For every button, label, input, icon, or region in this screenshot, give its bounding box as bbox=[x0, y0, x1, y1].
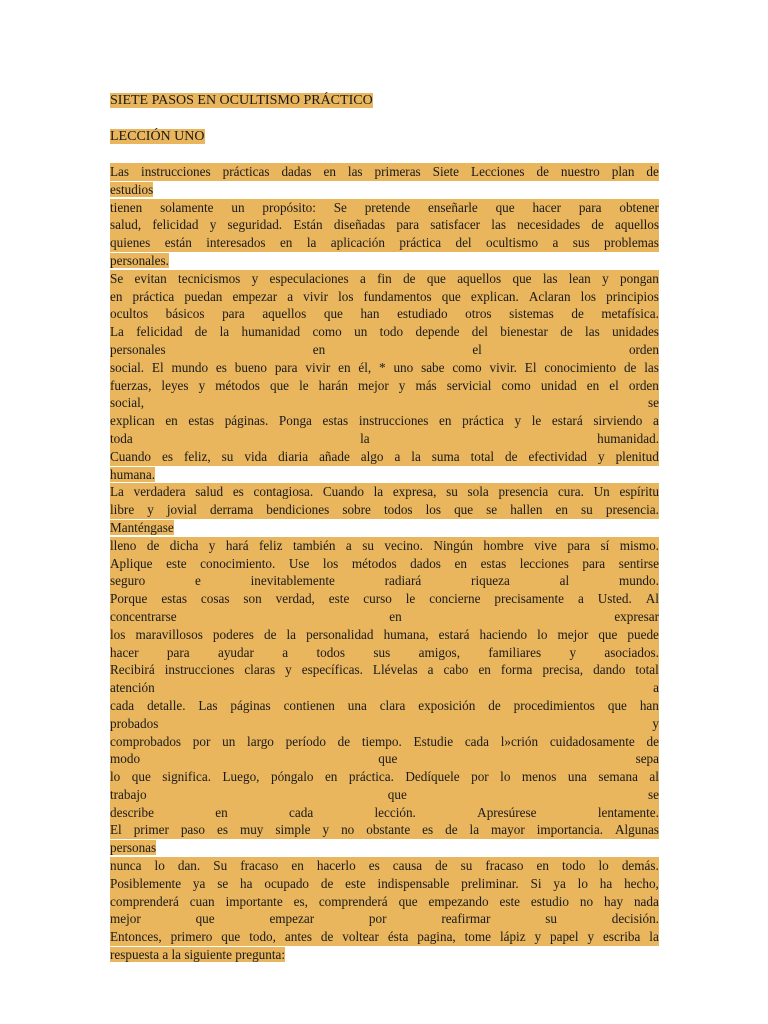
justified-line: hacer para ayudar a todos sus amigos, familiares y asociados. bbox=[110, 644, 659, 660]
line-text: personas bbox=[110, 840, 157, 856]
justified-line: explican en estas páginas. Ponga estas instrucciones en práctica y le estará sirviendo a bbox=[110, 413, 659, 429]
text-line bbox=[110, 341, 659, 359]
text-line bbox=[110, 590, 659, 608]
justified-line: Entonces, primero que todo, antes de voltear ésta pagina, tome lápiz y papel y escriba la bbox=[110, 929, 659, 945]
text-line bbox=[110, 786, 659, 804]
text-line bbox=[110, 644, 659, 662]
document-title-text: SIETE PASOS EN OCULTISMO PRÁCTICO bbox=[110, 93, 373, 108]
text-line bbox=[110, 305, 659, 323]
justified-line: Posiblemente ya se ha ocupado de este indispensable preliminar. Si ya lo ha hecho, bbox=[110, 875, 659, 891]
line-text: estudios bbox=[110, 181, 154, 197]
text-line bbox=[110, 857, 659, 875]
justified-line: mejor que empezar por reafirmar su decisión. bbox=[110, 911, 659, 927]
text-line bbox=[110, 199, 659, 217]
justified-line: los maravillosos poderes de la personalidad humana, estará haciendo lo mejor que puede bbox=[110, 626, 659, 642]
text-line bbox=[110, 377, 659, 395]
document-body bbox=[110, 163, 659, 964]
justified-line: La verdadera salud es contagiosa. Cuando la expresa, su sola presencia cura. Un espíritu bbox=[110, 484, 659, 500]
text-line bbox=[110, 893, 659, 911]
text-line bbox=[110, 323, 659, 341]
justified-line: nunca lo dan. Su fracaso en hacerlo es causa de su fracaso en todo lo demás. bbox=[110, 858, 659, 874]
text-line bbox=[110, 875, 659, 893]
justified-line: Porque estas cosas son verdad, este curso le concierne precisamente a Usted. Al bbox=[110, 591, 659, 607]
text-line bbox=[110, 928, 659, 946]
lesson-heading-text: LECCIÓN UNO bbox=[110, 129, 205, 144]
lesson-heading bbox=[110, 128, 205, 145]
justified-line: salud, felicidad y seguridad. Están diseñadas para satisfacer las necesidades de aquellos bbox=[110, 217, 659, 233]
text-line bbox=[110, 946, 659, 964]
justified-line: Las instrucciones prácticas dadas en las primeras Siete Lecciones de nuestro plan de bbox=[110, 164, 659, 179]
justified-line: social, se bbox=[110, 395, 659, 411]
text-line bbox=[110, 483, 659, 501]
text-line bbox=[110, 537, 659, 555]
justified-line: personales en el orden bbox=[110, 341, 659, 357]
line-text: respuesta a la siguiente pregunta: bbox=[110, 947, 286, 963]
text-line bbox=[110, 252, 659, 270]
text-line bbox=[110, 608, 659, 626]
text-line bbox=[110, 768, 659, 786]
justified-line: describe en cada lección. Apresúrese lentamente. bbox=[110, 804, 659, 820]
text-line bbox=[110, 697, 659, 715]
justified-line: lleno de dicha y hará feliz también a su vecino. Ningún hombre vive para sí mismo. bbox=[110, 537, 659, 553]
text-line bbox=[110, 181, 659, 199]
text-line bbox=[110, 216, 659, 234]
document-title bbox=[110, 92, 373, 109]
text-line bbox=[110, 270, 659, 288]
justified-line: Recibirá instrucciones claras y específicas. Llévelas a cabo en forma precisa, dando total bbox=[110, 662, 659, 678]
text-line bbox=[110, 412, 659, 430]
text-line bbox=[110, 359, 659, 377]
justified-line: El primer paso es muy simple y no obstante es de la mayor importancia. Algunas bbox=[110, 822, 659, 838]
text-line bbox=[110, 821, 659, 839]
justified-line: ocultos básicos para aquellos que han estudiado otros sistemas de metafísica. bbox=[110, 306, 659, 322]
text-line bbox=[110, 501, 659, 519]
justified-line: trabajo que se bbox=[110, 786, 659, 802]
text-line bbox=[110, 804, 659, 822]
line-text: Manténgase bbox=[110, 519, 174, 535]
justified-line: cada detalle. Las páginas contienen una clara exposición de procedimientos que han bbox=[110, 697, 659, 713]
text-line bbox=[110, 466, 659, 484]
justified-line: fuerzas, leyes y métodos que le harán mejor y más servicial como unidad en el orden bbox=[110, 377, 659, 393]
text-line bbox=[110, 288, 659, 306]
text-line bbox=[110, 572, 659, 590]
text-line bbox=[110, 519, 659, 537]
text-line bbox=[110, 430, 659, 448]
text-line bbox=[110, 394, 659, 412]
justified-line: comprenderá cuan importante es, comprenderá que empezando este estudio no hay nada bbox=[110, 893, 659, 909]
justified-line: en práctica puedan empezar a vivir los fundamentos que explican. Aclaran los principios bbox=[110, 288, 659, 304]
justified-line: social. El mundo es bueno para vivir en él, * uno sabe como vivir. El conocimiento de las bbox=[110, 359, 659, 375]
text-line bbox=[110, 910, 659, 928]
text-line bbox=[110, 661, 659, 679]
text-line bbox=[110, 839, 659, 857]
justified-line: libre y jovial derrama bendiciones sobre todos los que se hallen en su presencia. bbox=[110, 502, 659, 518]
text-line bbox=[110, 163, 659, 181]
justified-line: Se evitan tecnicismos y especulaciones a fin de que aquellos que las lean y pongan bbox=[110, 270, 659, 286]
text-line bbox=[110, 234, 659, 252]
text-line bbox=[110, 733, 659, 751]
justified-line: probados y bbox=[110, 715, 659, 731]
justified-line: comprobados por un largo período de tiempo. Estudie cada l»crión cuidadosamente de bbox=[110, 733, 659, 749]
justified-line: toda la humanidad. bbox=[110, 430, 659, 446]
line-text: personales. bbox=[110, 252, 169, 268]
justified-line: modo que sepa bbox=[110, 751, 659, 767]
justified-line: seguro e inevitablemente radiará riqueza al mundo. bbox=[110, 573, 659, 589]
justified-line: quienes están interesados en la aplicación práctica del ocultismo a sus problemas bbox=[110, 235, 659, 251]
text-line bbox=[110, 626, 659, 644]
text-line bbox=[110, 555, 659, 573]
text-line bbox=[110, 679, 659, 697]
text-line bbox=[110, 448, 659, 466]
justified-line: Cuando es feliz, su vida diaria añade algo a la suma total de efectividad y plenitud bbox=[110, 448, 659, 464]
justified-line: atención a bbox=[110, 680, 659, 696]
justified-line: concentrarse en expresar bbox=[110, 608, 659, 624]
justified-line: lo que significa. Luego, póngalo en práctica. Dedíquele por lo menos una semana al bbox=[110, 769, 659, 785]
line-text: humana. bbox=[110, 466, 156, 482]
justified-line: Aplique este conocimiento. Use los métodos dados en estas lecciones para sentirse bbox=[110, 555, 659, 571]
text-line bbox=[110, 750, 659, 768]
justified-line: tienen solamente un propósito: Se pretende enseñarle que hacer para obtener bbox=[110, 199, 659, 215]
text-line bbox=[110, 715, 659, 733]
justified-line: La felicidad de la humanidad como un todo depende del bienestar de las unidades bbox=[110, 324, 659, 340]
